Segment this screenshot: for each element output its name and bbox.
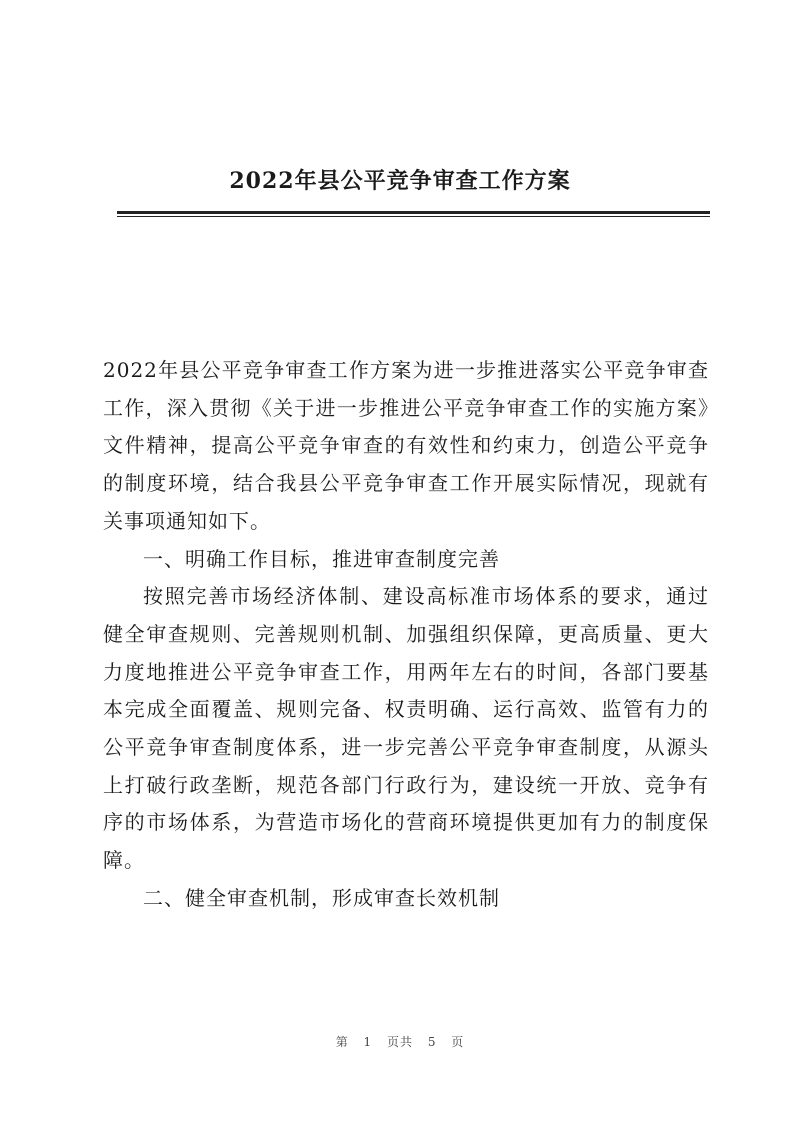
section-heading-1: 一、明确工作目标，推进审查制度完善 (143, 546, 500, 571)
page-number: 第 1 页共 5 页 (335, 1035, 465, 1049)
section-heading-2: 二、健全审查机制，形成审查长效机制 (143, 885, 500, 910)
title-rule (117, 211, 710, 214)
document-title: 2022年县公平竞争审查工作方案 (229, 168, 571, 194)
title-rule-thin (117, 216, 710, 217)
intro-paragraph: 2022年县公平竞争审查工作方案为进一步推进落实公平竞争审查工作，深入贯彻《关于进一步推进公平竞争审查工作的实施方案》文件精神，提高公平竞争审查的有效性和约束力，创造公平竞争的制度环境，结合我县公平竞争审查工作开展实际情况，现就有关事项通知如下。 (103, 358, 709, 533)
section-paragraph-1: 按照完善市场经济体制、建设高标准市场体系的要求，通过健全审查规则、完善规则机制、加强组织保障，更高质量、更大力度地推进公平竞争审查工作，用两年左右的时间，各部门要基本完成全面覆盖、规则完备、权责明确、运行高效、监管有力的公平竞争审查制度体系，进一步完善公平竞争审查制度，从源头上打破行政垄断，规范各部门行政行为，建设统一开放、竞争有序的市场体系，为营造市场化的营商环境提供更加有力的制度保障。 (103, 584, 709, 873)
document-body (103, 352, 709, 918)
